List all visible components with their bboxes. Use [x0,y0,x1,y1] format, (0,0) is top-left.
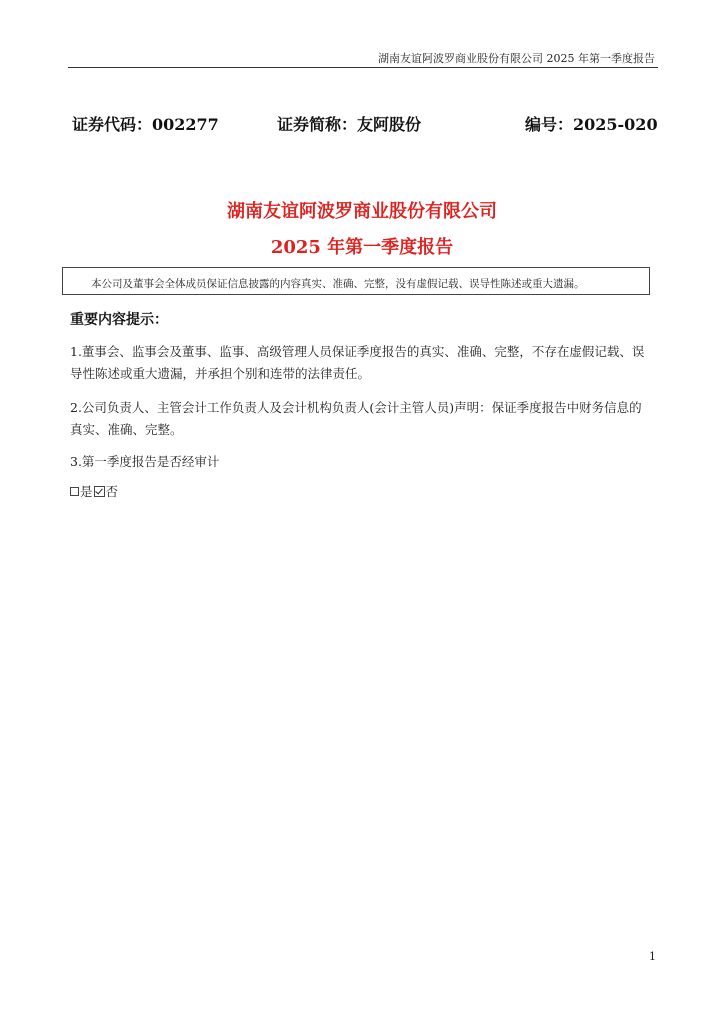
security-code: 证券代码：002277 [72,115,219,134]
running-header: 湖南友谊阿波罗商业股份有限公司 2025 年第一季度报告 [378,52,655,65]
page-number: 1 [649,950,656,963]
audit-options [70,482,118,500]
audit-yes-label: 是 [80,484,93,499]
important-item-3: 3.第一季度报告是否经审计 [70,454,220,469]
report-title: 2025 年第一季度报告 [270,237,454,258]
important-item-2: 2.公司负责人、主管会计工作负责人及会计机构负责人(会计主管人员)声明：保证季度报告中财务信息的真实、准确、完整。 [70,400,642,437]
important-heading: 重要内容提示： [70,312,168,328]
checked-box-icon [94,486,105,497]
company-title: 湖南友谊阿波罗商业股份有限公司 [227,201,497,222]
audit-no-label: 否 [105,484,119,499]
announcement-number: 编号：2025-020 [525,115,658,134]
header-rule [68,67,658,68]
disclosure-notice-text: 本公司及董事会全体成员保证信息披露的内容真实、准确、完整，没有虚假记载、误导性陈述或重大遗漏。 [91,278,585,290]
disclosure-notice-box [62,267,650,295]
unchecked-box-icon [70,487,79,496]
security-short-name: 证券简称：友阿股份 [277,115,422,134]
important-item-1: 1.董事会、监事会及董事、监事、高级管理人员保证季度报告的真实、准确、完整，不存在虚假记载、误导性陈述或重大遗漏，并承担个别和连带的法律责任。 [70,344,645,381]
